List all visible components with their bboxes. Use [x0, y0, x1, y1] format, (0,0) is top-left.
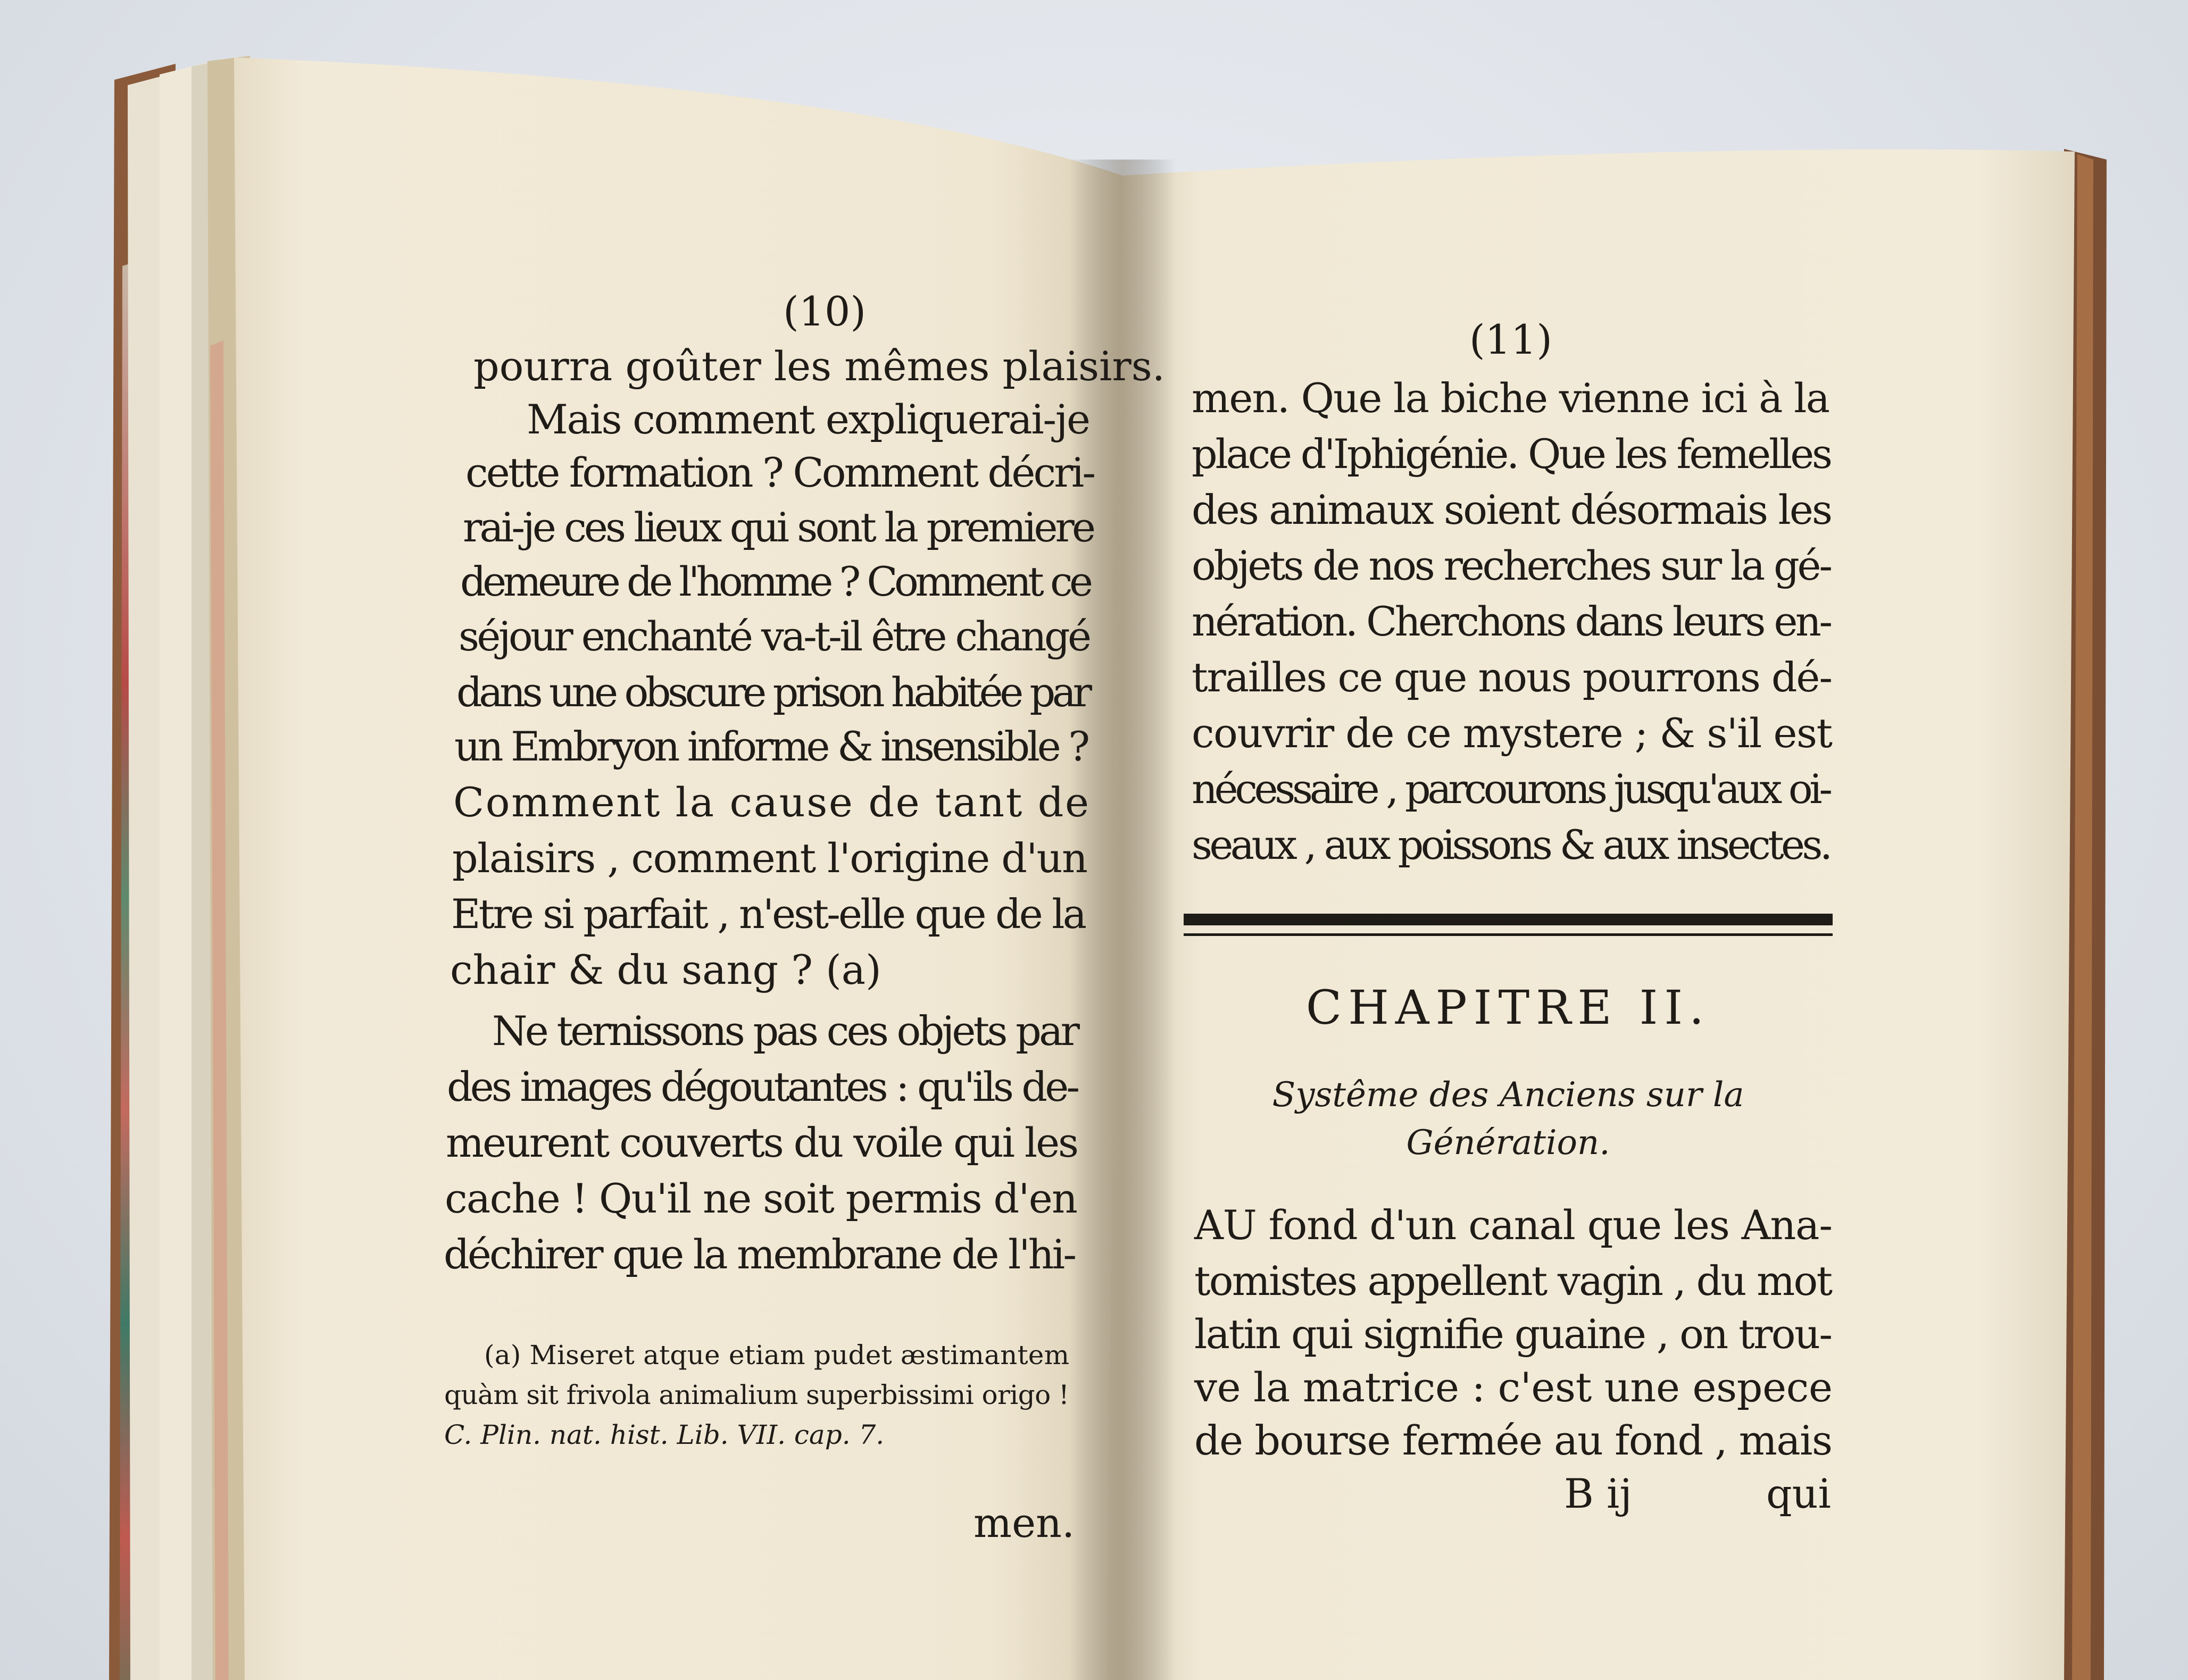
left-line-3: cette formation ? Comment décri-	[465, 449, 1096, 496]
right-line-4: objets de nos recherches sur la gé-	[1192, 542, 1833, 589]
right-catchword: qui	[1766, 1470, 1831, 1517]
left-line-14: des images dégoutantes : qu'ils de-	[447, 1063, 1080, 1110]
footnote-line-3: C. Plin. nat. hist. Lib. VII. cap. 7.	[444, 1419, 885, 1450]
right-line-7: couvrir de ce mystere ; & s'il est	[1192, 709, 1833, 757]
left-line-7: dans une obscure prison habitée par	[456, 668, 1092, 716]
right-bottom-line-4: ve la matrice : c'est une espece	[1194, 1364, 1833, 1411]
right-line-2: place d'Iphigénie. Que les femelles	[1192, 430, 1833, 478]
right-page-lines-top	[1192, 374, 1833, 868]
right-page-text	[1184, 316, 1833, 1517]
right-bottom-line-1: AU fond d'un canal que les Ana-	[1194, 1201, 1833, 1249]
right-bottom-line-2: tomistes appellent vagin , du mot	[1194, 1257, 1833, 1305]
right-page-number: (11)	[1469, 316, 1553, 363]
left-line-8: un Embryon informe & insensible ?	[454, 723, 1090, 770]
left-page-text	[444, 288, 1165, 1547]
right-bottom-line-5: de bourse fermée au fond , mais	[1194, 1417, 1833, 1464]
left-line-10: plaisirs , comment l'origine d'un	[452, 834, 1088, 882]
left-line-2: Mais comment expliquerai-je	[527, 396, 1091, 443]
right-bottom-line-3: latin qui signifie guaine , on trou-	[1194, 1310, 1833, 1358]
left-line-15: meurent couverts du voile qui les	[446, 1119, 1079, 1166]
right-line-8: nécessaire , parcourons jusqu'aux oi-	[1192, 765, 1833, 813]
footnote-line-1: (a) Miseret atque etiam pudet æstimantem	[484, 1340, 1069, 1370]
left-line-5: demeure de l'homme ? Comment ce	[460, 558, 1093, 605]
left-line-11: Etre si parfait , n'est-elle que de la	[451, 890, 1087, 938]
right-line-5: nération. Cherchons dans leurs en-	[1192, 598, 1833, 645]
right-line-9: seaux , aux poissons & aux insectes.	[1192, 821, 1833, 868]
left-page-number: (10)	[783, 288, 867, 335]
right-line-3: des animaux soient désormais les	[1192, 486, 1833, 533]
left-line-16: cache ! Qu'il ne soit permis d'en	[445, 1175, 1078, 1222]
left-line-9: Comment la cause de tant de	[453, 779, 1089, 826]
footnote-line-2: quàm sit frivola animalium superbissimi origo !	[444, 1380, 1069, 1410]
chapter-subtitle-line-2: Génération.	[1406, 1123, 1610, 1163]
chapter-title: CHAPITRE II.	[1305, 980, 1711, 1035]
right-line-1: men. Que la biche vienne ici à la	[1192, 374, 1830, 422]
left-line-12: chair & du sang ? (a)	[450, 946, 881, 993]
left-page-lines	[444, 342, 1165, 1278]
left-line-17: déchirer que la membrane de l'hi-	[444, 1231, 1077, 1278]
left-line-13: Ne ternissons pas ces objets par	[492, 1007, 1080, 1055]
left-catchword: men.	[974, 1499, 1075, 1547]
chapter-subtitle-line-1: Systême des Anciens sur la	[1272, 1075, 1744, 1115]
left-line-1: pourra goûter les mêmes plaisirs.	[473, 342, 1165, 390]
signature-mark: B ij	[1564, 1470, 1632, 1517]
left-line-4: rai-je ces lieux qui sont la premiere	[463, 504, 1096, 551]
right-page-lines-bottom	[1194, 1201, 1833, 1464]
left-line-6: séjour enchanté va-t-il être changé	[459, 613, 1092, 660]
right-line-6: trailles ce que nous pourrons dé-	[1192, 654, 1833, 701]
